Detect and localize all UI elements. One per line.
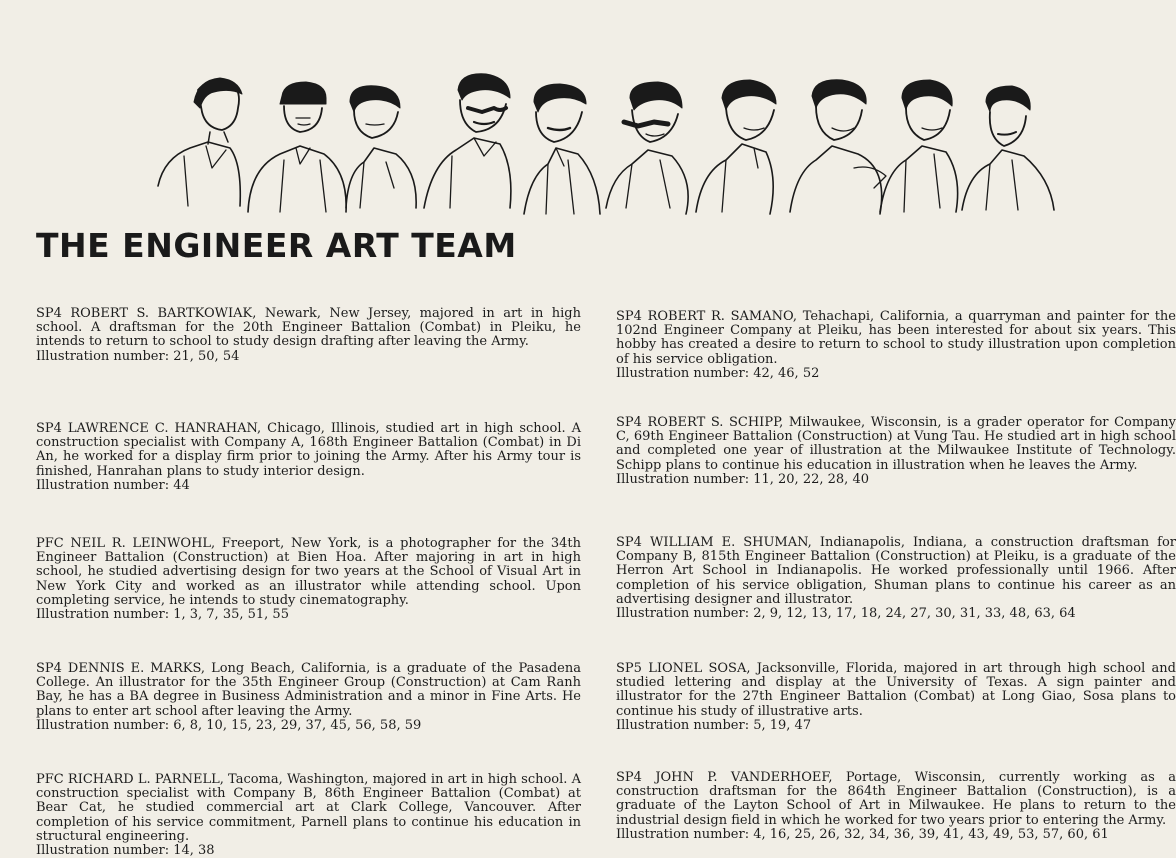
artist-bio [616,536,1176,621]
illustration-numbers: Illustration number: 6, 8, 10, 15, 23, 29, 37, 45, 56, 58, 59 [36,717,422,733]
page-title: THE ENGINEER ART TEAM [36,226,517,265]
illustration-numbers: Illustration number: 5, 19, 47 [616,717,812,733]
bio-text: SP5 LIONEL SOSA, Jacksonville, Florida, majored in art through high school and studied lettering and display at the University of Texas. A sign painter and illustrator for the 27th Engineer Battalion (Combat) at Long Giao, Sosa plans to continue his study of illustrative arts. [616,661,1176,719]
illustration-numbers: Illustration number: 4, 16, 25, 26, 32, 34, 36, 39, 41, 43, 49, 53, 57, 60, 61 [616,826,1109,842]
illustration-numbers: Illustration number: 2, 9, 12, 13, 17, 18, 24, 27, 30, 31, 33, 48, 63, 64 [616,606,1076,622]
illustration-numbers: Illustration number: 11, 20, 22, 28, 40 [616,471,869,487]
artist-bio [616,310,1176,381]
illustration-numbers: Illustration number: 44 [36,477,190,493]
bio-text: PFC RICHARD L. PARNELL, Tacoma, Washington, majored in art in high school. A construction specialist with Company B, 86th Engineer Battalion (Combat) at Bear Cat, he studied commercial art at Clark College, Vancouver. After completion of his service commitment, Parnell plans to continue his education in structural engineering. [36,772,581,844]
bio-text: SP4 ROBERT R. SAMANO, Tehachapi, California, a quarryman and painter for the 102nd Engineer Company at Pleiku, has been interested for about six years. This hobby has created a desire to return to school to study illustration upon completion of his service obligation. [616,309,1176,367]
artist-bio [616,771,1176,842]
artist-bio [616,416,1176,487]
artist-bio [616,662,1176,733]
bio-text: SP4 DENNIS E. MARKS, Long Beach, California, is a graduate of the Pasadena College. An illustrator for the 35th Engineer Group (Construction) at Cam Ranh Bay, he has a BA degree in Business Administration and a minor in Fine Arts. He plans to enter art school after leaving the Army. [36,661,581,719]
bio-text: SP4 LAWRENCE C. HANRAHAN, Chicago, Illinois, studied art in high school. A construction specialist with Company A, 168th Engineer Battalion (Combat) in Di An, he worked for a display firm prior to joining the Army. After his Army tour is finished, Hanrahan plans to study interior design. [36,421,581,479]
bio-text: PFC NEIL R. LEINWOHL, Freeport, New York, is a photographer for the 34th Engineer Battalion (Construction) at Bien Hoa. After majoring in art in high school, he studied advertising design for two years at the School of Visual Art in New York City and worked as an illustrator while attending school. Upon completing service, he intends to study cinematography. [36,536,581,608]
illustration-numbers: Illustration number: 42, 46, 52 [616,365,820,381]
illustration-numbers: Illustration number: 14, 38 [36,843,215,858]
illustration-numbers: Illustration number: 21, 50, 54 [36,348,240,364]
bio-text: SP4 WILLIAM E. SHUMAN, Indianapolis, Indiana, a construction draftsman for Company B, 815th Engineer Battalion (Construction) at Pleiku, is a graduate of the Herron Art School in Indianapolis. He worked professionally until 1966. After completion of his service obligation, Shuman plans to continue his career as an advertising designer and illustrator. [616,535,1176,607]
bio-text: SP4 ROBERT S. SCHIPP, Milwaukee, Wisconsin, is a grader operator for Company C, 69th Engineer Battalion (Construction) at Vung Tau. He studied art in high school and completed one year of illustration at the Milwaukee Institute of Technology. Schipp plans to continue his education in illustration when he leaves the Army. [616,415,1176,473]
illustration-numbers: Illustration number: 1, 3, 7, 35, 51, 55 [36,607,289,623]
bio-text: SP4 ROBERT S. BARTKOWIAK, Newark, New Jersey, majored in art in high school. A draftsman for the 20th Engineer Battalion (Combat) in Pleiku, he intends to return to school to study design drafting after leaving the Army. [36,306,581,350]
bio-text: SP4 JOHN P. VANDERHOEF, Portage, Wisconsin, currently working as a construction draftsman for the 864th Engineer Battalion (Construction), is a graduate of the Layton School of Art in Milwaukee. He plans to return to the industrial design field in which he worked for two years prior to entering the Army. [616,770,1176,828]
